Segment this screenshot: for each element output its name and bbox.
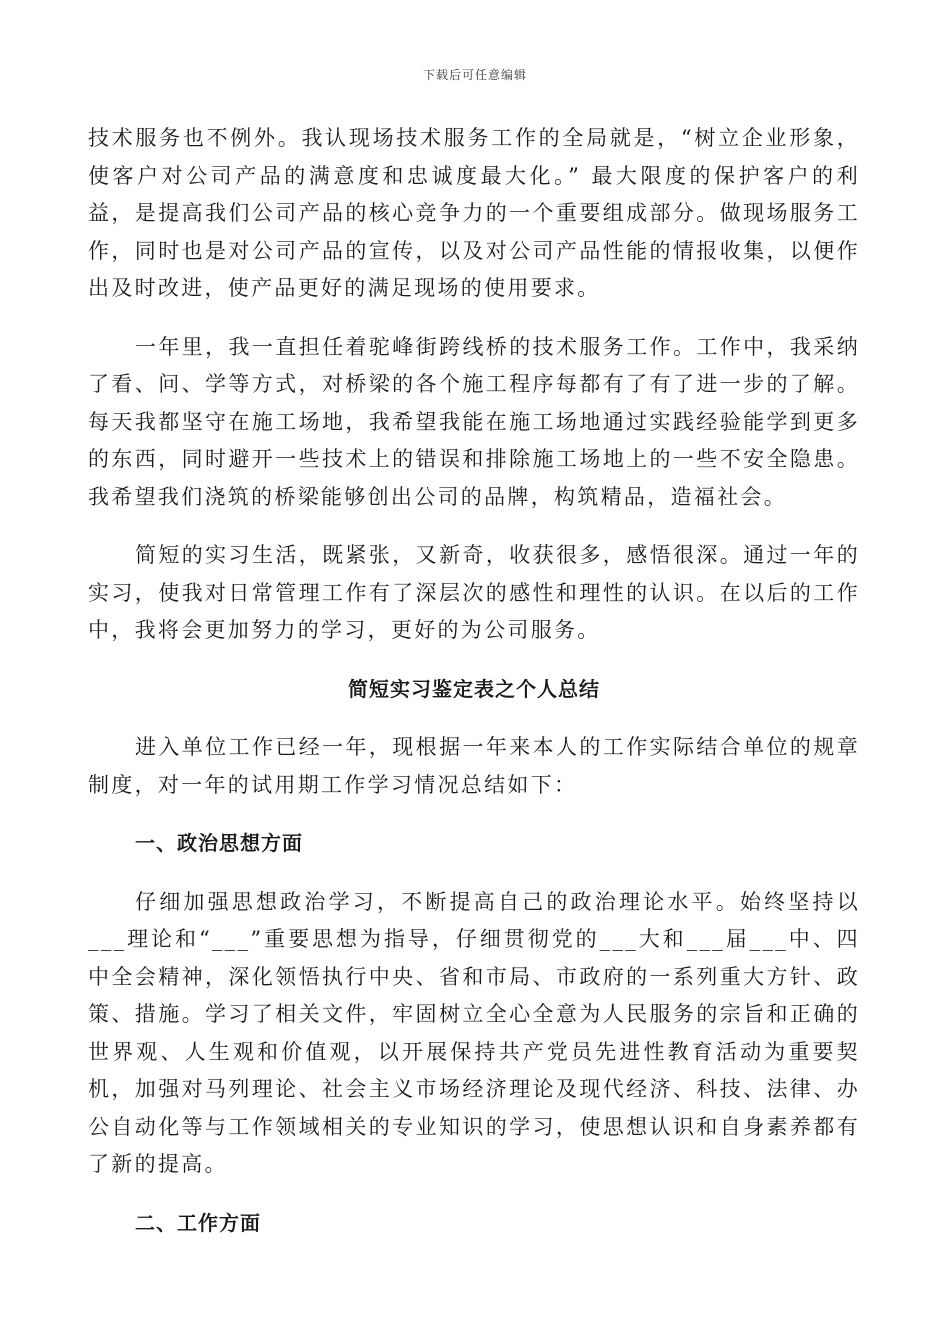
- paragraph-political-thought: 仔细加强思想政治学习，不断提高自己的政治理论水平。始终坚持以___理论和“___”重要思想为指导，仔细贯彻党的___大和___届___中、四中全会精神，深化领悟执行中央、省和市局、市政府的一系列重大方针、政策、措施。学习了相关文件，牢固树立全心全意为人民服务的宗旨和正确的世界观、人生观和价值观，以开展保持共产党员先进性教育活动为重要契机，加强对马列理论、社会主义市场经济理论及现代经济、科技、法律、办公自动化等与工作领域相关的专业知识的学习，使思想认识和自身素养都有了新的提高。: [88, 889, 860, 1176]
- heading-political-thought: 一、政治思想方面: [135, 831, 303, 855]
- paragraph-intro: 进入单位工作已经一年，现根据一年来本人的工作实际结合单位的规章制度，对一年的试用期工作学习情况总结如下：: [88, 735, 860, 797]
- page-header: 下载后可任意编辑: [422, 68, 527, 82]
- paragraph-internship-summary: 简短的实习生活，既紧张，又新奇，收获很多，感悟很深。通过一年的实习，使我对日常管理工作有了深层次的感性和理性的认识。在以后的工作中，我将会更加努力的学习，更好的为公司服务。: [88, 543, 860, 642]
- paragraph-bridge-work: 一年里，我一直担任着驼峰街跨线桥的技术服务工作。工作中，我采纳了看、问、学等方式，对桥梁的各个施工程序每都有了有了进一步的了解。每天我都坚守在施工场地，我希望我能在施工场地通过实践经验能学到更多的东西，同时避开一些技术上的错误和排除施工场地上的一些不安全隐患。我希望我们浇筑的桥梁能够创出公司的品牌，构筑精品，造福社会。: [88, 334, 860, 509]
- document-body: [88, 120, 860, 1242]
- paragraph-technical-service: 技术服务也不例外。我认现场技术服务工作的全局就是，“树立企业形象，使客户对公司产品的满意度和忠诚度最大化。” 最大限度的保护客户的利益，是提高我们公司产品的核心竞争力的一个重要组成部分。做现场服务工作，同时也是对公司产品的宣传，以及对公司产品性能的情报收集，以便作出及时改进，使产品更好的满足现场的使用要求。: [88, 126, 860, 300]
- section-title: 简短实习鉴定表之个人总结: [348, 676, 600, 701]
- heading-work-aspect: 二、工作方面: [135, 1210, 261, 1235]
